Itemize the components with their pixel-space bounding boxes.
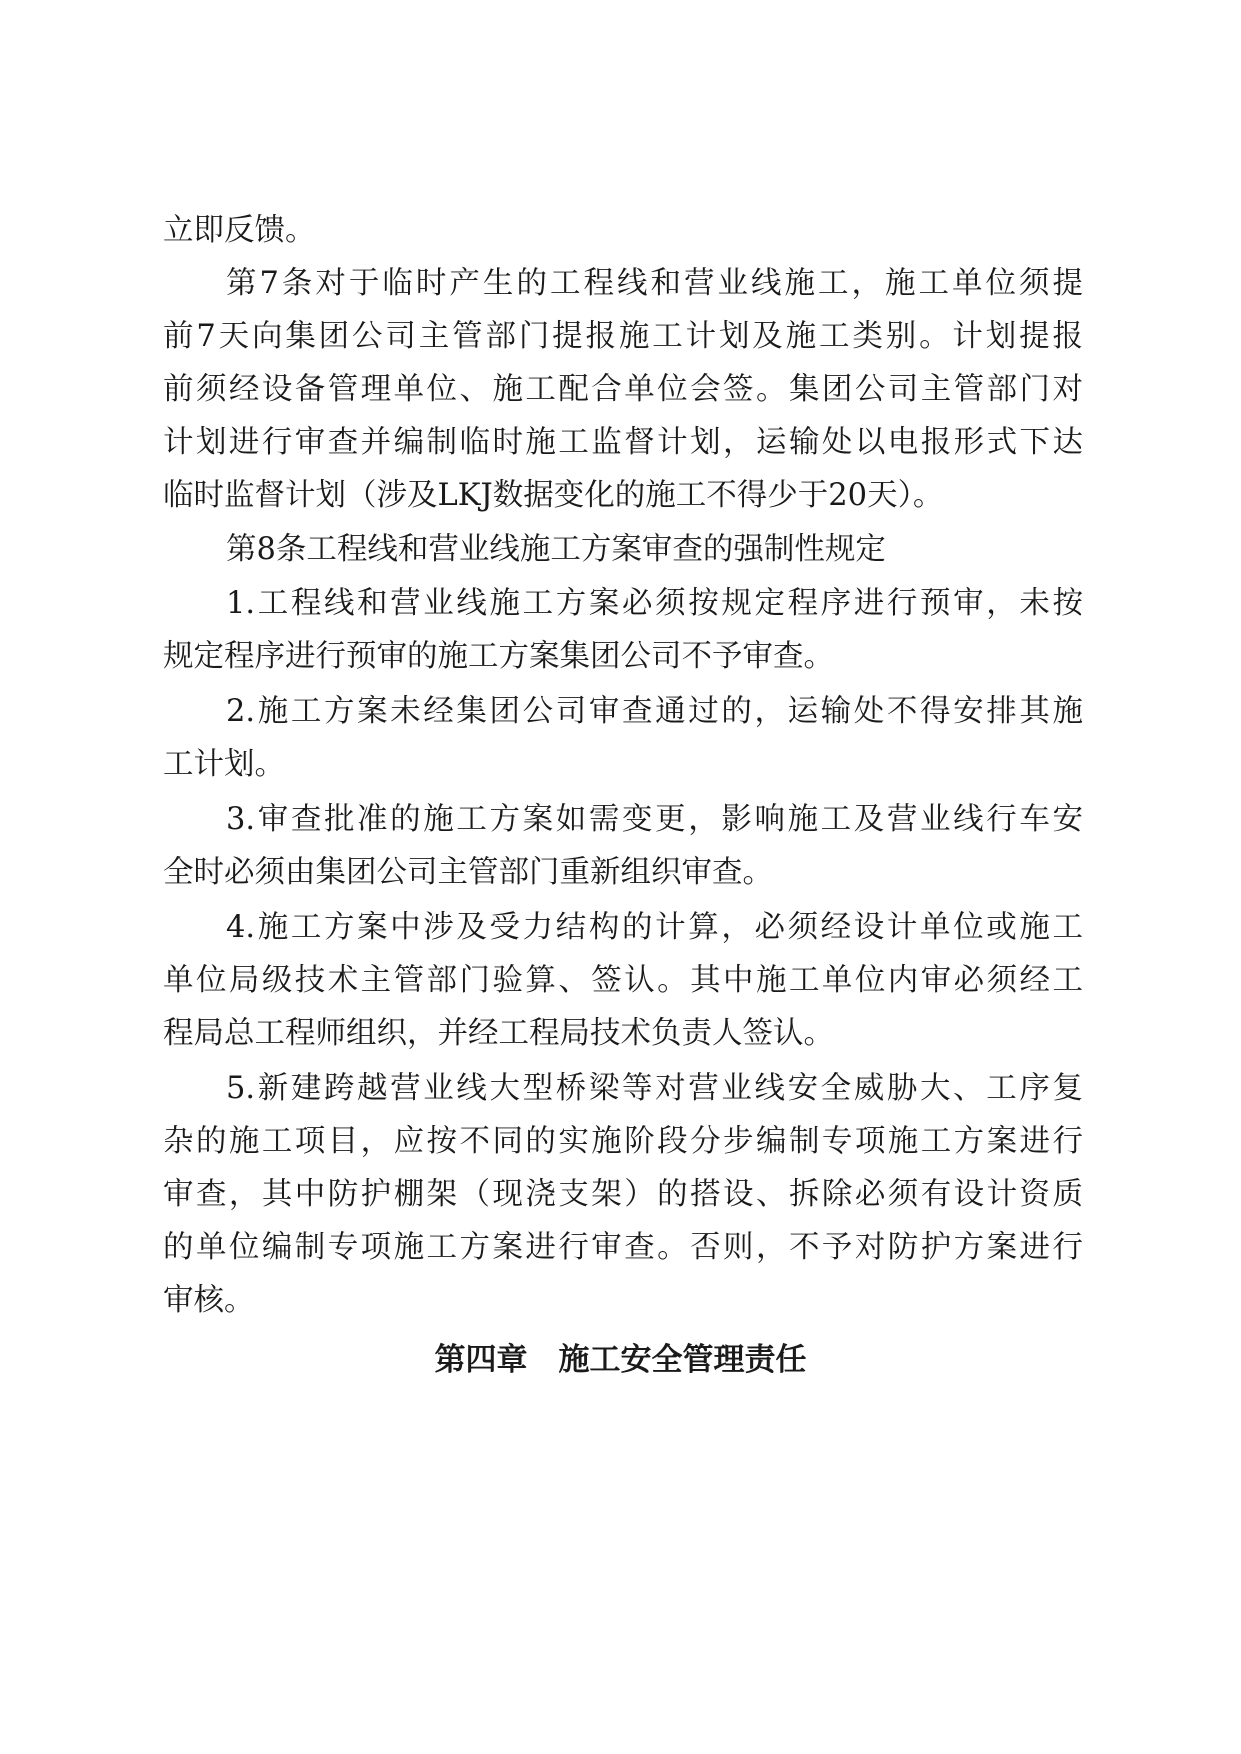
item-5-line: 5.新建跨越营业线大型桥梁等对营业线安全威胁大、工序复 [226,1071,1083,1106]
text-line: 审查，其中防护棚架（现浇支架）的搭设、拆除必须有设计资质 [163,1177,1083,1212]
item-2-line: 2.施工方案未经集团公司审查通过的，运输处不得安排其施 [226,694,1083,729]
text-line: 规定程序进行预审的施工方案集团公司不予审查。 [163,639,834,674]
text-line: 立即反馈。 [163,213,316,248]
text-line: 前7天向集团公司主管部门提报施工计划及施工类别。计划提报 [163,319,1083,354]
text-line: 杂的施工项目，应按不同的实施阶段分步编制专项施工方案进行 [163,1124,1083,1159]
text-line: 的单位编制专项施工方案进行审查。否则，不予对防护方案进行 [163,1230,1083,1265]
text-line: 审核。 [163,1283,255,1318]
text-line: 临时监督计划（涉及LKJ数据变化的施工不得少于20天）。 [163,478,944,513]
chapter-heading: 第四章 施工安全管理责任 [434,1342,807,1378]
text-line: 程局总工程师组织，并经工程局技术负责人签认。 [163,1016,834,1051]
text-line: 单位局级技术主管部门验算、签认。其中施工单位内审必须经工 [163,963,1083,998]
article-7-line: 第7条对于临时产生的工程线和营业线施工，施工单位须提 [226,266,1083,301]
article-8-line: 第8条工程线和营业线施工方案审查的强制性规定 [226,532,886,567]
item-4-line: 4.施工方案中涉及受力结构的计算，必须经设计单位或施工 [226,910,1083,945]
text-line: 计划进行审查并编制临时施工监督计划，运输处以电报形式下达 [163,425,1083,460]
item-1-line: 1.工程线和营业线施工方案必须按规定程序进行预审，未按 [226,586,1083,621]
text-line: 前须经设备管理单位、施工配合单位会签。集团公司主管部门对 [163,372,1083,407]
text-line: 工计划。 [163,747,285,782]
text-line: 全时必须由集团公司主管部门重新组织审查。 [163,855,773,890]
item-3-line: 3.审查批准的施工方案如需变更，影响施工及营业线行车安 [226,802,1083,837]
